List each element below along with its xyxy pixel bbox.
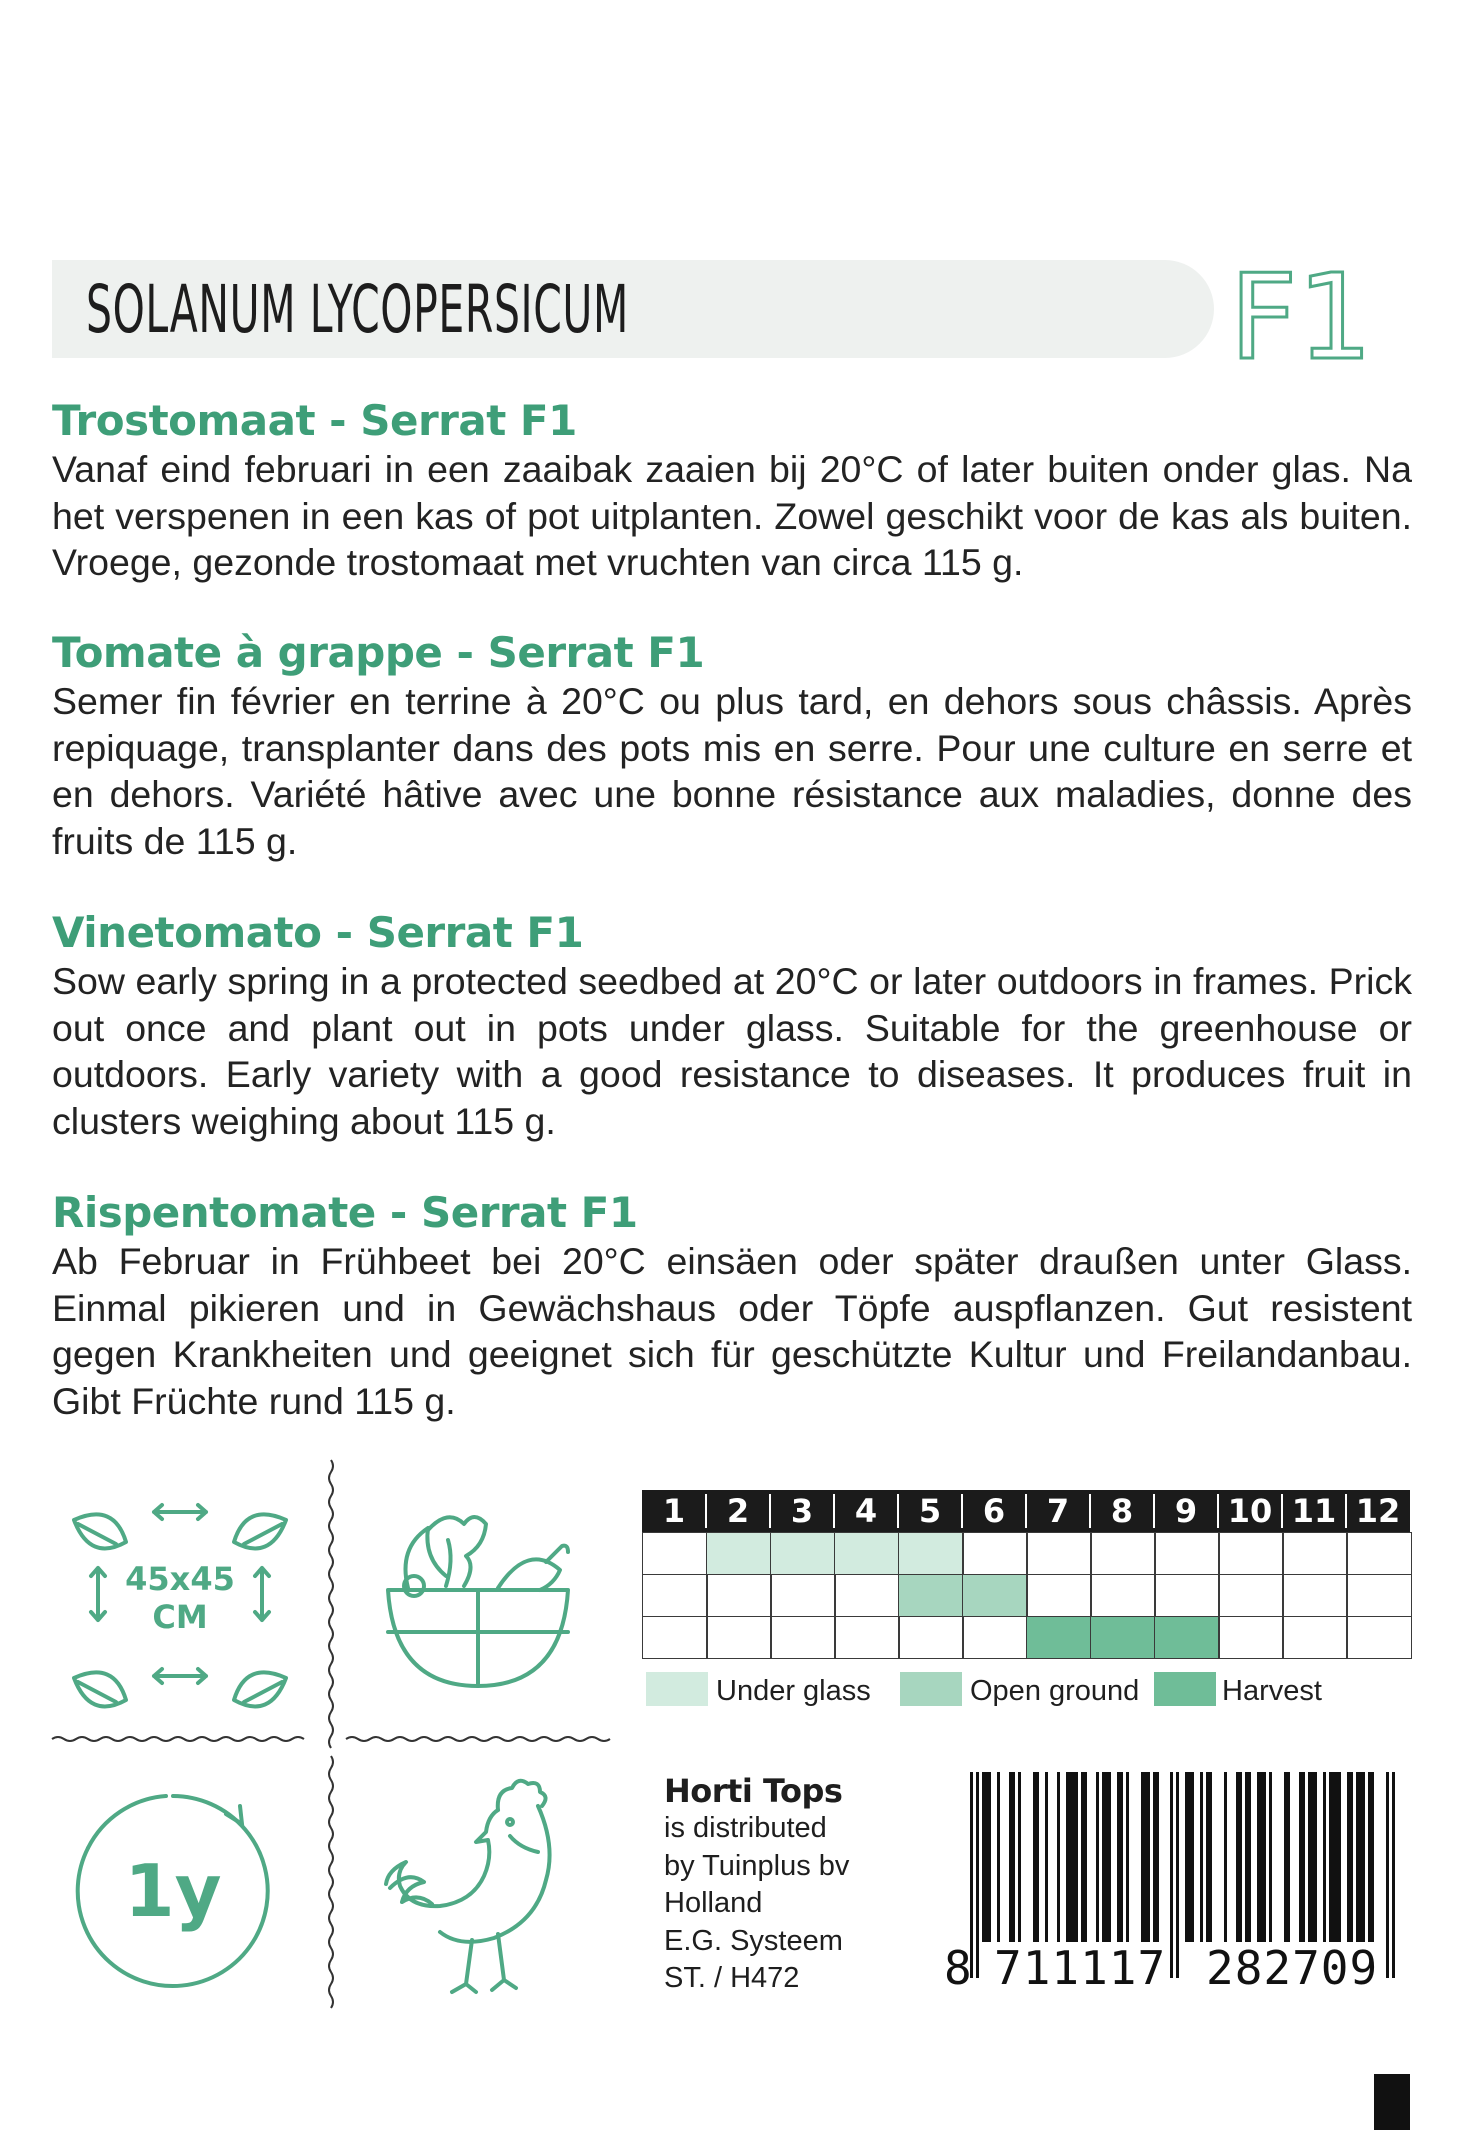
spacing-value: 45x45 bbox=[125, 1560, 235, 1598]
calendar-cell bbox=[962, 1574, 1028, 1617]
section-body: Vanaf eind februari in een zaaibak zaaien bij 20°C of later buiten onder glas. Na het verspenen in een kas of pot uitplanten. Zowel geschikt voor de kas als buiten. Vroege, gezonde trostomaat met vruchten van circa 115 g. bbox=[52, 448, 1412, 583]
month-label: 11 bbox=[1291, 1492, 1337, 1530]
barcode-bar bbox=[1299, 1772, 1305, 1942]
section-fr bbox=[52, 628, 1412, 864]
brand-name: Horti Tops bbox=[664, 1772, 843, 1810]
calendar-cell bbox=[1346, 1616, 1412, 1659]
barcode-bar bbox=[1284, 1772, 1290, 1942]
wavy-divider-horizontal bbox=[52, 1734, 310, 1744]
month-label: 2 bbox=[726, 1492, 750, 1530]
wavy-divider-vertical bbox=[326, 1460, 336, 1750]
month-label: 1 bbox=[662, 1492, 686, 1530]
barcode-bar bbox=[1347, 1772, 1353, 1942]
barcode-bar bbox=[1117, 1772, 1123, 1942]
section-nl bbox=[52, 396, 1412, 586]
calendar-header bbox=[642, 1490, 1410, 1532]
barcode-bar bbox=[1066, 1772, 1078, 1942]
barcode-bar bbox=[1096, 1772, 1099, 1942]
calendar-cell bbox=[1346, 1574, 1412, 1617]
barcode-bar bbox=[1257, 1772, 1266, 1942]
barcode-bar bbox=[1206, 1772, 1212, 1942]
wavy-divider-vertical bbox=[326, 1756, 336, 2018]
calendar-cell bbox=[1282, 1532, 1348, 1575]
rooster-icon bbox=[380, 1776, 580, 2006]
legend-swatch-harvest bbox=[1154, 1672, 1216, 1706]
spacing-unit: CM bbox=[152, 1598, 208, 1636]
barcode-bar bbox=[1141, 1772, 1150, 1942]
calendar-cell bbox=[1282, 1616, 1348, 1659]
barcode-bar bbox=[1009, 1772, 1015, 1942]
calendar-cell bbox=[1218, 1616, 1284, 1659]
section-title: Trostomaat - Serrat F1 bbox=[52, 396, 577, 445]
calendar-cell bbox=[706, 1616, 772, 1659]
calendar-cell bbox=[834, 1574, 900, 1617]
barcode-bar bbox=[1102, 1772, 1111, 1942]
barcode-bar bbox=[1057, 1772, 1060, 1942]
barcode-number bbox=[944, 1938, 1410, 1998]
f1-badge-text: F1 bbox=[1229, 248, 1373, 386]
month-label: 7 bbox=[1046, 1492, 1070, 1530]
barcode-bar bbox=[1018, 1772, 1021, 1942]
distributor-line: is distributed bbox=[664, 1812, 827, 1844]
calendar-cell bbox=[642, 1616, 708, 1659]
calendar-cell bbox=[1026, 1532, 1092, 1575]
spacing-icon bbox=[62, 1490, 298, 1712]
month-label: 12 bbox=[1355, 1492, 1401, 1530]
month-label: 9 bbox=[1174, 1492, 1198, 1530]
section-title: Rispentomate - Serrat F1 bbox=[52, 1188, 638, 1237]
section-en bbox=[52, 908, 1412, 1144]
sowing-calendar bbox=[642, 1490, 1410, 1658]
section-title: Tomate à grappe - Serrat F1 bbox=[52, 628, 705, 677]
section-body: Ab Februar in Frühbeet bei 20°C einsäen oder später draußen unter Glass. Einmal pikieren und in Gewächshaus oder Töpfe auspflanzen. Gut resistent gegen Krankheiten und geeignet sich für geschützte Kultur und Freilandanbau. Gibt Früchte rund 115 g. bbox=[52, 1240, 1412, 1422]
calendar-cell bbox=[898, 1616, 964, 1659]
f1-badge-icon bbox=[1229, 248, 1373, 386]
calendar-cell bbox=[1026, 1616, 1092, 1659]
month-label: 6 bbox=[982, 1492, 1006, 1530]
section-title: Vinetomato - Serrat F1 bbox=[52, 908, 584, 957]
calendar-cell bbox=[1218, 1574, 1284, 1617]
distributor-line: by Tuinplus bv bbox=[664, 1849, 850, 1882]
legend-label: Harvest bbox=[1222, 1675, 1322, 1707]
section-body: Semer fin février en terrine à 20°C ou plus tard, en dehors sous châssis. Après repiquage, transplanter dans des pots mis en serre. Pour une culture en serre et en dehors. Variété hâtive avec une bonne résistance aux maladies, donne des fruits de 115 g. bbox=[52, 680, 1412, 862]
barcode-bar bbox=[1368, 1772, 1374, 1942]
barcode-bar bbox=[997, 1772, 1000, 1942]
barcode-bar bbox=[982, 1772, 991, 1942]
calendar-cell bbox=[1154, 1616, 1220, 1659]
wavy-divider-horizontal bbox=[346, 1734, 610, 1744]
calendar-cell bbox=[1154, 1532, 1220, 1575]
barcode-bar bbox=[1308, 1772, 1317, 1942]
barcode-bar bbox=[1269, 1772, 1272, 1942]
legend-label: Under glass bbox=[716, 1675, 871, 1707]
calendar-cell bbox=[834, 1532, 900, 1575]
section-de bbox=[52, 1188, 1412, 1424]
corner-mark bbox=[1374, 2074, 1410, 2130]
legend-swatch-open-ground bbox=[900, 1672, 962, 1706]
barcode-bar bbox=[1323, 1772, 1326, 1942]
barcode-bar bbox=[1033, 1772, 1039, 1942]
calendar-cell bbox=[1154, 1574, 1220, 1617]
month-label: 10 bbox=[1227, 1492, 1273, 1530]
calendar-cell bbox=[642, 1574, 708, 1617]
month-label: 5 bbox=[918, 1492, 942, 1530]
calendar-cell bbox=[962, 1616, 1028, 1659]
calendar-cell bbox=[1090, 1532, 1156, 1575]
calendar-cell bbox=[834, 1616, 900, 1659]
barcode-right-group: 282709 bbox=[1206, 1941, 1379, 1995]
barcode-left-group: 711117 bbox=[994, 1941, 1167, 1995]
barcode-bar bbox=[1356, 1772, 1365, 1942]
barcode-bar bbox=[1329, 1772, 1341, 1942]
barcode-bar bbox=[1236, 1772, 1242, 1942]
vegetable-bowl-icon bbox=[378, 1500, 578, 1700]
species-name: SOLANUM LYCOPERSICUM bbox=[86, 271, 629, 348]
calendar-cell bbox=[770, 1532, 836, 1575]
month-label: 8 bbox=[1110, 1492, 1134, 1530]
legend-label: Open ground bbox=[970, 1675, 1140, 1707]
barcode-bar bbox=[1126, 1772, 1129, 1942]
calendar-cell bbox=[706, 1532, 772, 1575]
barcode-bar bbox=[1185, 1772, 1194, 1942]
barcode-bar bbox=[1245, 1772, 1251, 1942]
distributor-line: Holland bbox=[664, 1887, 763, 1919]
lifecycle-label: 1y bbox=[124, 1849, 222, 1933]
calendar-cell bbox=[642, 1532, 708, 1575]
legend-swatch-under-glass bbox=[646, 1672, 708, 1706]
distributor-line: E.G. Systeem bbox=[664, 1924, 843, 1957]
calendar-cell bbox=[770, 1616, 836, 1659]
calendar-cell bbox=[898, 1532, 964, 1575]
distributor-info bbox=[664, 1772, 924, 1998]
barcode-bar bbox=[1081, 1772, 1087, 1942]
calendar-cell bbox=[1218, 1532, 1284, 1575]
calendar-cell bbox=[1090, 1616, 1156, 1659]
barcode-first-digit: 8 bbox=[944, 1941, 972, 1995]
distributor-line: ST. / H472 bbox=[664, 1962, 800, 1994]
barcode-bar bbox=[1200, 1772, 1203, 1942]
calendar-cell bbox=[1090, 1574, 1156, 1617]
barcode-bar bbox=[1153, 1772, 1159, 1942]
month-label: 3 bbox=[790, 1492, 814, 1530]
calendar-cell bbox=[962, 1532, 1028, 1575]
cycle-icon bbox=[66, 1784, 280, 1998]
calendar-cell bbox=[1346, 1532, 1412, 1575]
calendar-cell bbox=[1026, 1574, 1092, 1617]
calendar-cell bbox=[706, 1574, 772, 1617]
month-label: 4 bbox=[854, 1492, 878, 1530]
calendar-cell bbox=[1282, 1574, 1348, 1617]
barcode-bar bbox=[1045, 1772, 1048, 1942]
barcode-bar bbox=[1224, 1772, 1227, 1942]
section-body: Sow early spring in a protected seedbed at 20°C or later outdoors in frames. Prick out once and plant out in pots under glass. Suitable for the greenhouse or outdoors. Early variety with a good resistance to diseases. It produces fruit in clusters weighing about 115 g. bbox=[52, 960, 1412, 1142]
calendar-cell bbox=[898, 1574, 964, 1617]
calendar-cell bbox=[770, 1574, 836, 1617]
